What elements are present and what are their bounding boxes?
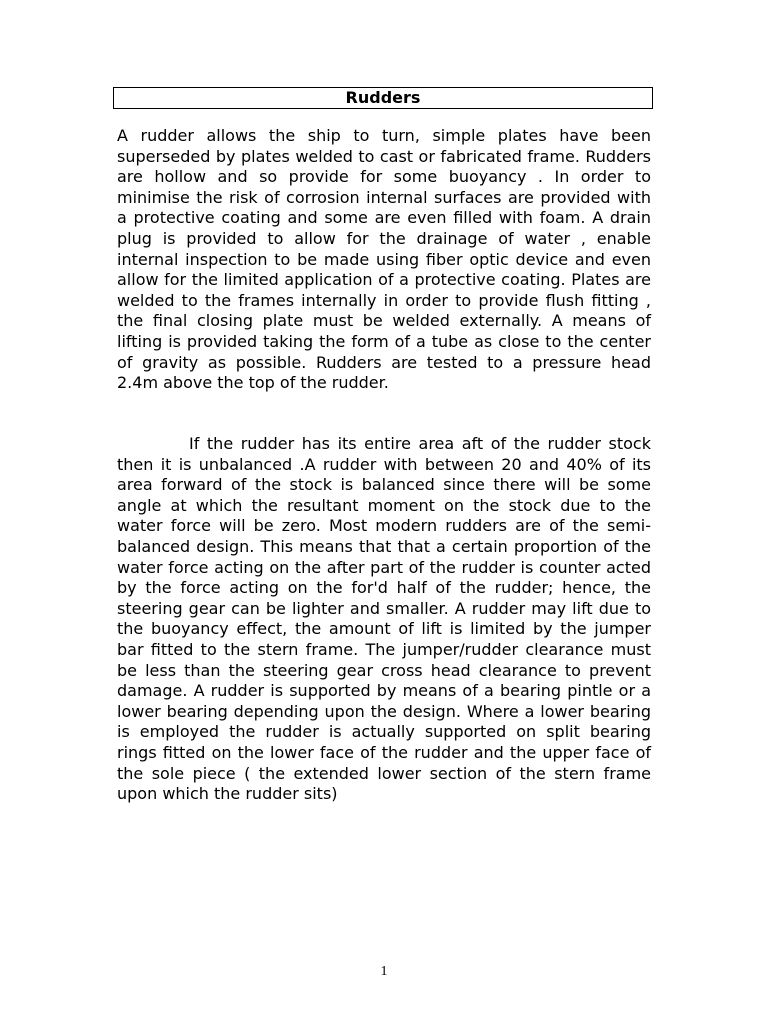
page-title: Rudders: [345, 88, 421, 107]
title-box: [113, 87, 653, 109]
page-number: 1: [380, 964, 388, 979]
paragraph-balance: If the rudder has its entire area aft of the rudder stock then it is unbalanced .A rudder with between 20 and 40% of its area forward of the stock is balanced since there will be some angle at which the resultant moment on the stock due to the water force will be zero. Most modern rudders are of the semi-balanced design. This means that that a certain proportion of the water force acting on the after part of the rudder is counter acted by the force acting on the for'd half of the rudder; hence, the steering gear can be lighter and smaller. A rudder may lift due to the buoyancy effect, the amount of lift is limited by the jumper bar fitted to the stern frame. The jumper/rudder clearance must be less than the steering gear cross head clearance to prevent damage. A rudder is supported by means of a bearing pintle or a lower bearing depending upon the design. Where a lower bearing is employed the rudder is actually supported on split bearing rings fitted on the lower face of the rudder and the upper face of the sole piece ( the extended lower section of the stern frame upon which the rudder sits): [117, 434, 651, 804]
paragraph-intro: A rudder allows the ship to turn, simple plates have been superseded by plates welded to cast or fabricated frame. Rudders are hollow and so provide for some buoyancy . In order to minimise the risk of corrosion internal surfaces are provided with a protective coating and some are even filled with foam. A drain plug is provided to allow for the drainage of water , enable internal inspection to be made using fiber optic device and even allow for the limited application of a protective coating. Plates are welded to the frames internally in order to provide flush fitting , the final closing plate must be welded externally. A means of lifting is provided taking the form of a tube as close to the center of gravity as possible. Rudders are tested to a pressure head 2.4m above the top of the rudder.: [117, 126, 651, 393]
